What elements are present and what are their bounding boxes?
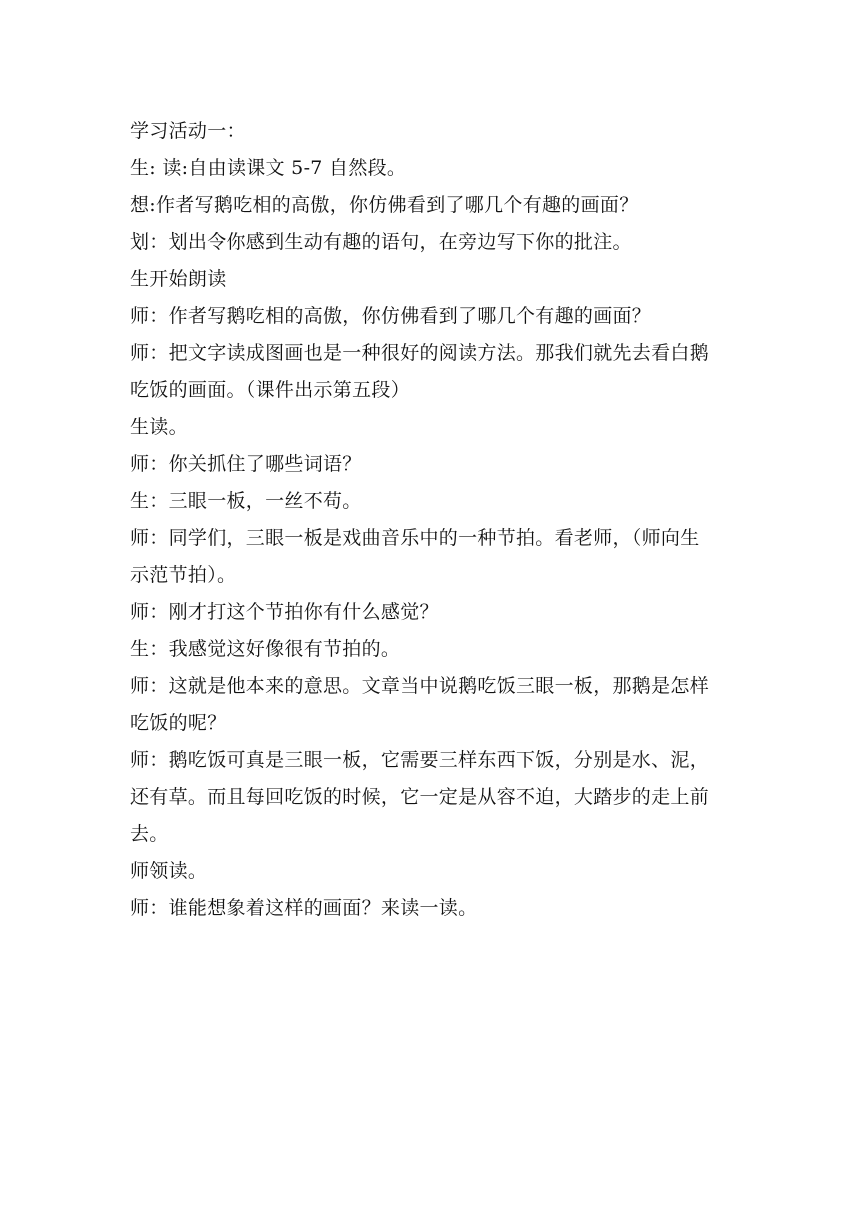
text-line: 吃饭的画面。（课件出示第五段） bbox=[130, 379, 411, 401]
text-line: 师：鹅吃饭可真是三眼一板，它需要三样东西下饭，分别是水、泥， bbox=[130, 749, 710, 771]
text-line: 示范节拍）。 bbox=[130, 564, 237, 586]
document-body bbox=[130, 113, 732, 927]
text-line: 去。 bbox=[130, 823, 169, 845]
text-line: 生: 读:自由读课文 5-7 自然段。 bbox=[130, 157, 407, 179]
text-line: 师领读。 bbox=[130, 860, 208, 882]
text-line: 学习活动一： bbox=[130, 120, 246, 142]
text-line: 想:作者写鹅吃相的高傲，你仿佛看到了哪几个有趣的画面？ bbox=[130, 194, 639, 216]
text-line: 吃饭的呢？ bbox=[130, 712, 227, 734]
text-line: 师：你关抓住了哪些词语？ bbox=[130, 453, 362, 475]
text-line: 师：把文字读成图画也是一种很好的阅读方法。那我们就先去看白鹅 bbox=[130, 342, 710, 364]
text-line: 师：刚才打这个节拍你有什么感觉？ bbox=[130, 601, 439, 623]
text-line: 师：同学们，三眼一板是戏曲音乐中的一种节拍。看老师，（师向生 bbox=[130, 527, 700, 549]
text-line: 生开始朗读 bbox=[130, 268, 227, 290]
text-line: 师：谁能想象着这样的画面？来读一读。 bbox=[130, 897, 478, 919]
text-line: 生：三眼一板，一丝不苟。 bbox=[130, 490, 362, 512]
text-line: 生读。 bbox=[130, 416, 188, 438]
text-line: 师：作者写鹅吃相的高傲，你仿佛看到了哪几个有趣的画面？ bbox=[130, 305, 652, 327]
text-line: 师：这就是他本来的意思。文章当中说鹅吃饭三眼一板，那鹅是怎样 bbox=[130, 675, 710, 697]
text-line: 还有草。而且每回吃饭的时候，它一定是从容不迫，大踏步的走上前 bbox=[130, 786, 710, 808]
text-line: 生：我感觉这好像很有节拍的。 bbox=[130, 638, 401, 660]
text-line: 划：划出令你感到生动有趣的语句，在旁边写下你的批注。 bbox=[130, 231, 632, 253]
